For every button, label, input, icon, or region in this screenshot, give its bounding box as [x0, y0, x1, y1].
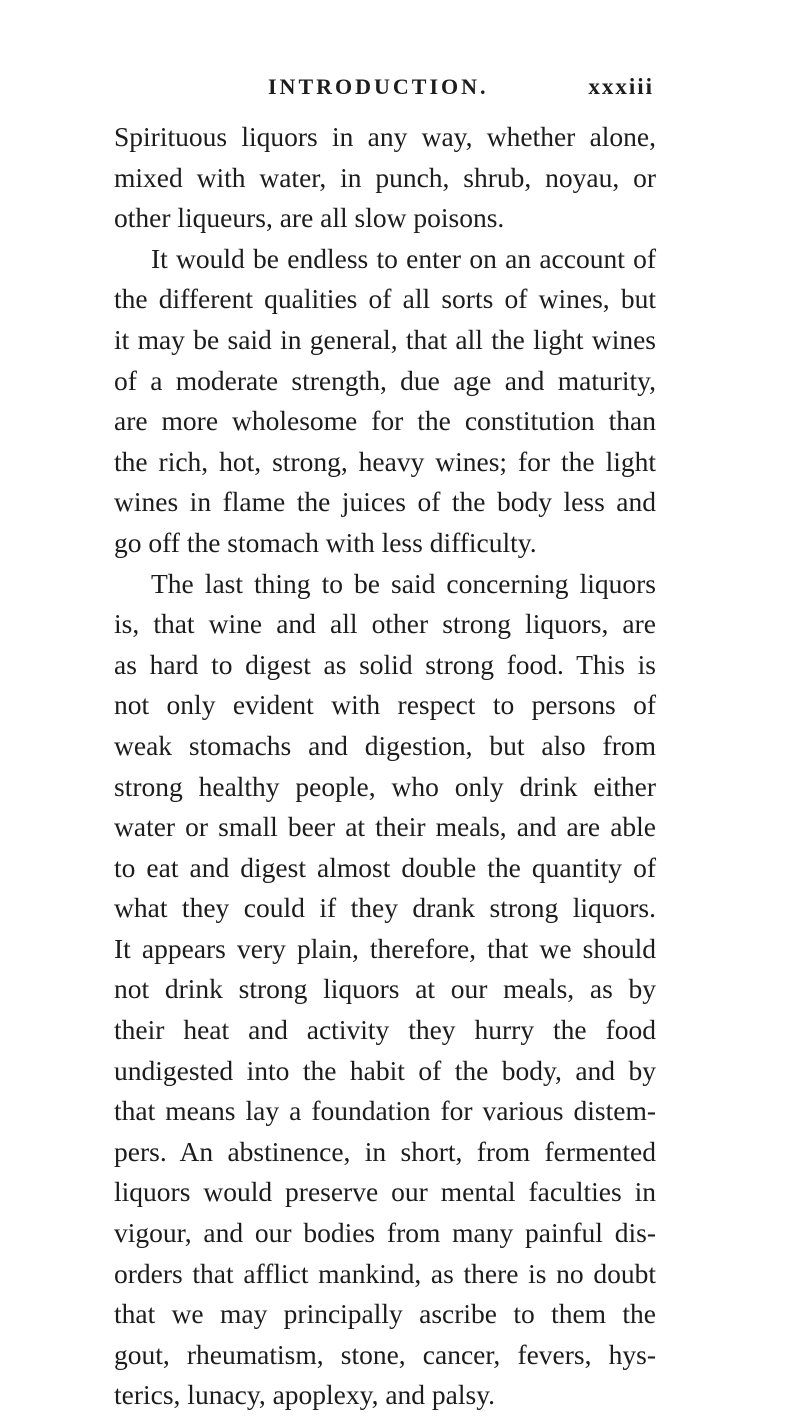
text-line: liquors would preserve our mental faculties in	[114, 1176, 656, 1208]
text-line: It appears very plain, therefore, that we should	[114, 932, 656, 964]
text-line: pers. An abstinence, in short, from fermented	[114, 1135, 656, 1167]
text-line: are more wholesome for the constitution than	[114, 405, 656, 437]
text-line: it may be said in general, that all the light wines	[114, 323, 656, 355]
text-line: not only evident with respect to persons of	[114, 689, 656, 721]
text-line: It would be endless to enter on an account of	[151, 242, 656, 274]
running-head-title: INTRODUCTION.	[268, 74, 489, 99]
text-line: their heat and activity they hurry the food	[114, 1014, 656, 1046]
text-line: gout, rheumatism, stone, cancer, fevers, hys-	[114, 1338, 656, 1370]
running-head	[118, 74, 654, 108]
text-line: not drink strong liquors at our meals, as by	[114, 973, 656, 1005]
text-line: the different qualities of all sorts of wines, but	[114, 283, 656, 315]
text-line: the rich, hot, strong, heavy wines; for the light	[114, 445, 656, 477]
body-text	[114, 117, 656, 1416]
text-line: water or small beer at their meals, and are able	[114, 811, 656, 843]
text-line: what they could if they drank strong liquors.	[114, 892, 656, 924]
text-line: is, that wine and all other strong liquors, are	[114, 608, 656, 640]
text-line: weak stomachs and digestion, but also from	[114, 729, 656, 761]
text-line: undigested into the habit of the body, and by	[114, 1054, 656, 1086]
text-line: The last thing to be said concerning liquors	[151, 567, 656, 599]
text-line: orders that afflict mankind, as there is no doubt	[114, 1257, 656, 1289]
text-line: of a moderate strength, due age and maturity,	[114, 364, 656, 396]
text-line: mixed with water, in punch, shrub, noyau, or	[114, 161, 656, 193]
page-number: xxxiii	[588, 74, 654, 99]
text-line: to eat and digest almost double the quantity of	[114, 851, 656, 883]
text-line: vigour, and our bodies from many painful dis-	[114, 1217, 656, 1249]
text-line: that means lay a foundation for various distem-	[114, 1095, 656, 1127]
text-line: other liqueurs, are all slow poisons.	[114, 202, 505, 234]
text-line: that we may principally ascribe to them the	[114, 1298, 656, 1330]
text-line: wines in flame the juices of the body less and	[114, 486, 656, 518]
text-line: go off the stomach with less difficulty.	[114, 526, 537, 558]
text-line: as hard to digest as solid strong food. This is	[114, 648, 656, 680]
text-line: terics, lunacy, apoplexy, and palsy.	[114, 1379, 496, 1411]
text-line: strong healthy people, who only drink either	[114, 770, 656, 802]
text-line: Spirituous liquors in any way, whether alone,	[114, 121, 656, 152]
